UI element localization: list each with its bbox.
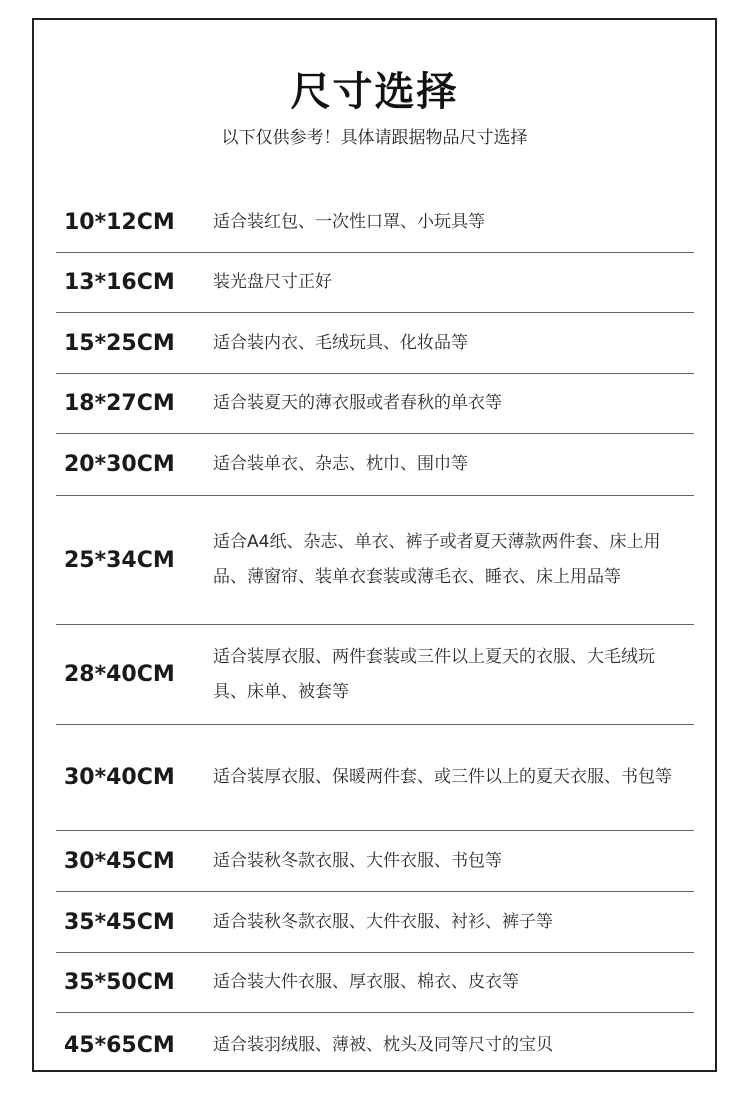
size-label: 30*40CM — [64, 765, 175, 790]
size-row — [56, 892, 694, 953]
size-row — [56, 374, 694, 434]
size-row — [56, 725, 694, 831]
size-label: 20*30CM — [64, 452, 175, 477]
page-title: 尺寸选择 — [290, 69, 459, 115]
size-row — [56, 1013, 694, 1077]
size-label: 35*45CM — [64, 909, 175, 935]
size-description: 适合装内衣、毛绒玩具、化妆品等 — [213, 332, 468, 353]
size-label: 25*34CM — [64, 547, 175, 573]
size-label: 10*12CM — [64, 209, 175, 235]
size-description: 适合装羽绒服、薄被、枕头及同等尺寸的宝贝 — [213, 1034, 553, 1055]
size-label: 45*65CM — [64, 1032, 175, 1058]
size-description: 适合装夏天的薄衣服或者春秋的单衣等 — [213, 393, 502, 413]
size-row — [56, 434, 694, 496]
size-label: 28*40CM — [64, 662, 175, 687]
size-row — [56, 192, 694, 253]
size-guide-frame — [32, 18, 717, 1072]
size-row — [56, 496, 694, 625]
size-label: 13*16CM — [64, 270, 175, 295]
size-label: 35*50CM — [64, 970, 175, 995]
size-row — [56, 831, 694, 892]
size-description: 适合装单衣、杂志、枕巾、围巾等 — [213, 454, 468, 474]
size-description: 装光盘尺寸正好 — [213, 272, 332, 292]
size-table — [56, 192, 694, 1077]
page-subtitle: 以下仅供参考！具体请跟据物品尺寸选择 — [221, 128, 528, 148]
size-label: 18*27CM — [64, 391, 175, 416]
size-row — [56, 953, 694, 1013]
size-description: 适合装厚衣服、两件套装或三件以上夏天的衣服、大毛绒玩具、床单、被套等 — [213, 646, 655, 702]
size-description: 适合装大件衣服、厚衣服、棉衣、皮衣等 — [213, 972, 519, 992]
size-row — [56, 625, 694, 725]
size-row — [56, 313, 694, 374]
size-description: 适合装厚衣服、保暖两件套、或三件以上的夏天衣服、书包等 — [213, 767, 672, 787]
size-description: 适合装红包、一次性口罩、小玩具等 — [213, 211, 485, 232]
size-label: 15*25CM — [64, 330, 175, 356]
size-label: 30*45CM — [64, 848, 175, 874]
size-row — [56, 253, 694, 313]
size-description: 适合装秋冬款衣服、大件衣服、书包等 — [213, 850, 502, 871]
size-description: 适合装秋冬款衣服、大件衣服、衬衫、裤子等 — [213, 911, 553, 932]
size-description: 适合A4纸、杂志、单衣、裤子或者夏天薄款两件套、床上用品、薄窗帘、装单衣套装或薄毛衣、睡衣、床上用品等 — [213, 532, 661, 587]
